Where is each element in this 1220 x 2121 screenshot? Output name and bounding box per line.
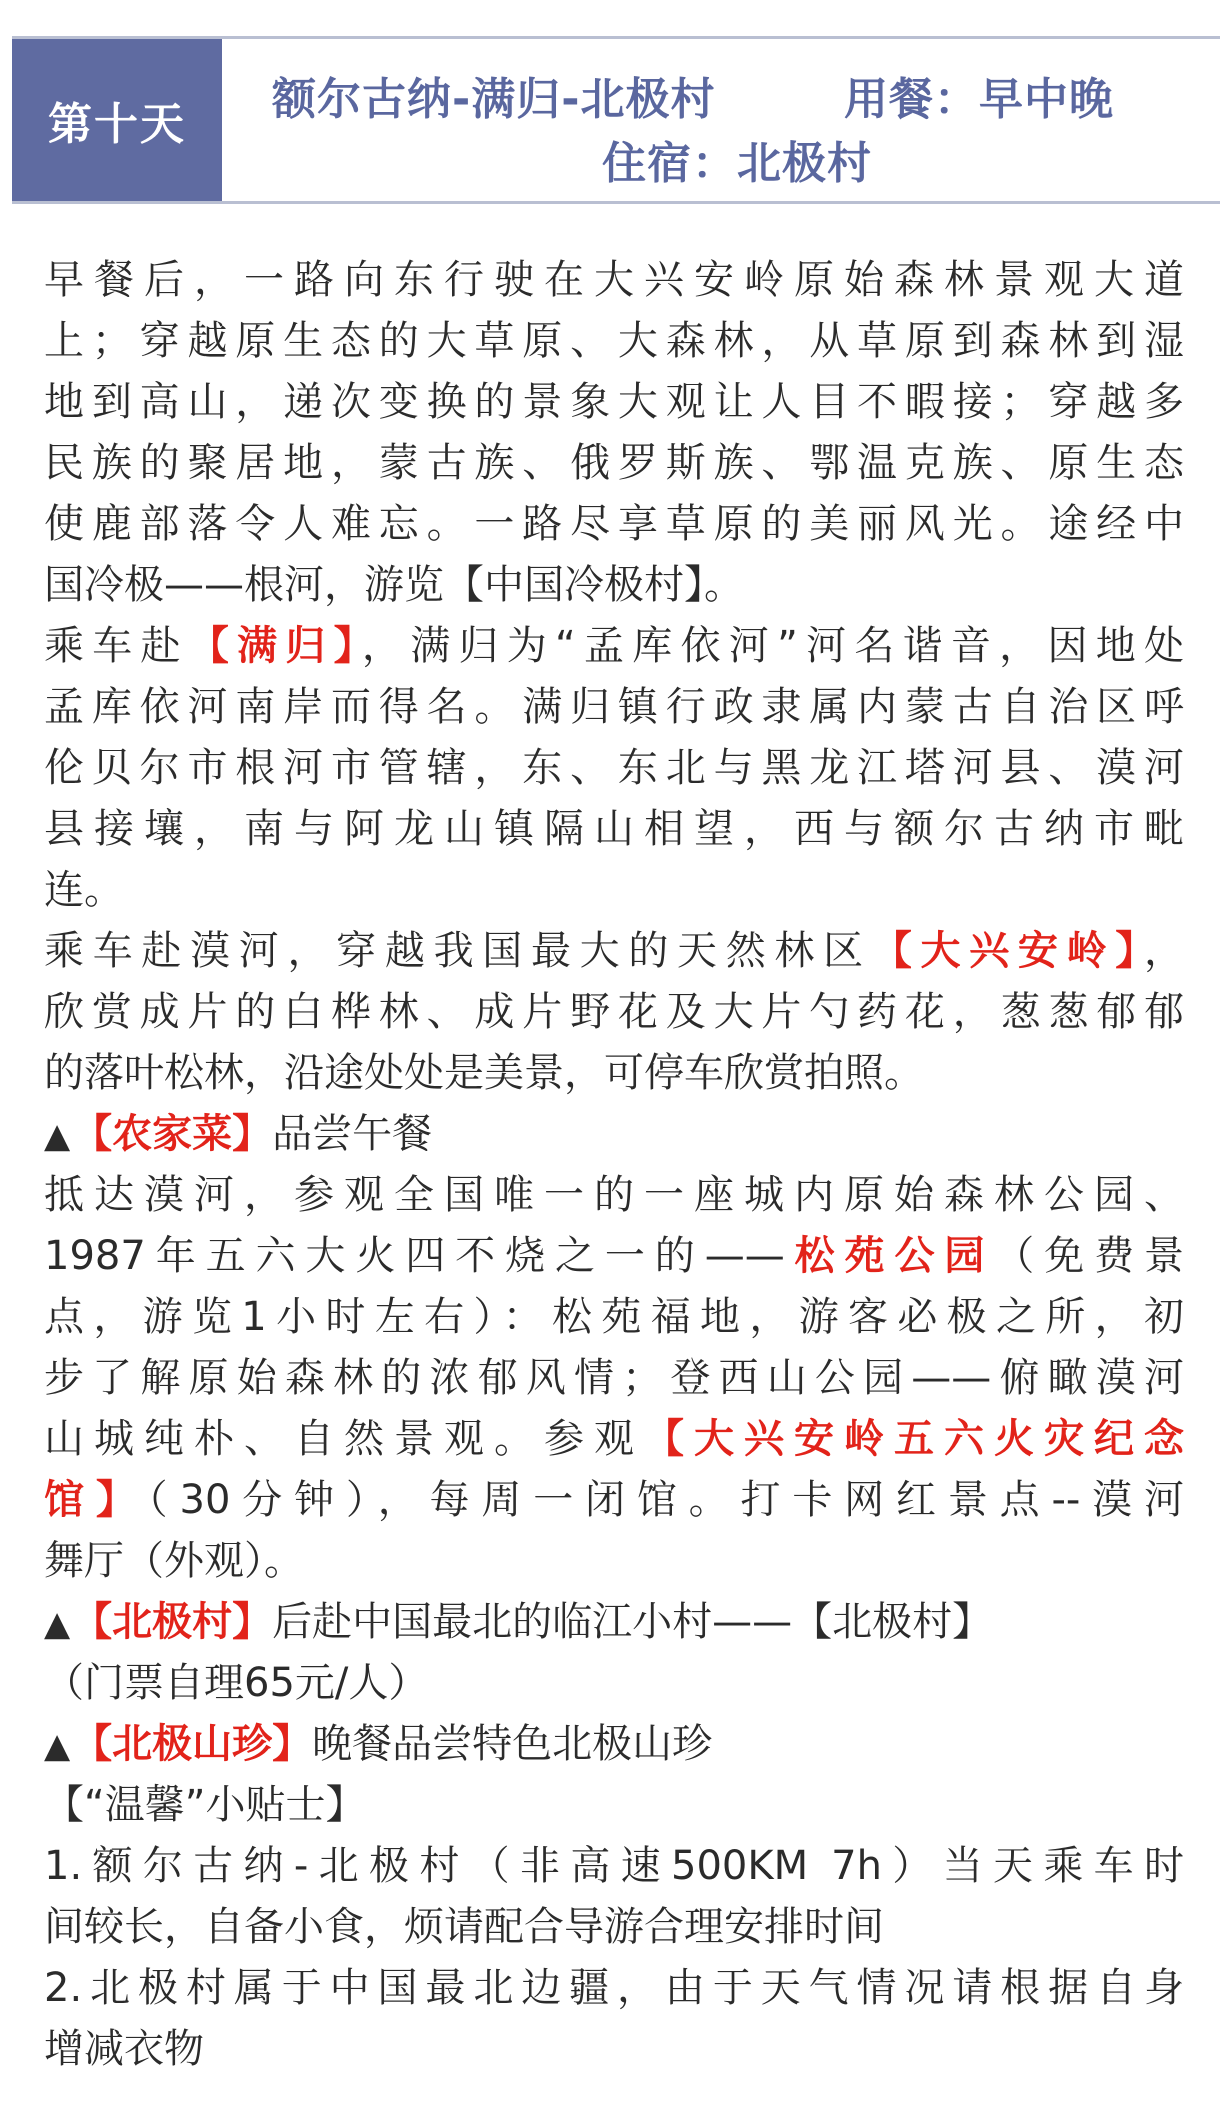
text-line: 点，游览1小时左右）：松苑福地，游客必极之所，初	[44, 1294, 1184, 1340]
triangle-bullet-icon: ▲	[44, 1604, 71, 1644]
tip-line: 增减衣物	[44, 2026, 204, 2072]
text-line: 地到高山，递次变换的景象大观让人目不暇接；穿越多	[44, 379, 1184, 425]
text-segment: 乘车赴漠河，穿越我国最大的天然林区	[44, 928, 872, 974]
tips-title: 【“温馨”小贴士】	[44, 1782, 366, 1828]
route-title: 额尔古纳-满归-北极村	[272, 74, 716, 125]
text-line	[44, 1104, 1184, 1165]
text-line: 抵达漠河，参观全国唯一的一座城内原始森林公园、	[44, 1172, 1184, 1218]
text-line: 的落叶松林，沿途处处是美景，可停车欣赏拍照。	[44, 1050, 924, 1096]
text-line: 民族的聚居地，蒙古族、俄罗斯族、鄂温克族、原生态	[44, 440, 1184, 486]
text-segment: 后赴中国最北的临江小村——【北极村】	[272, 1599, 993, 1645]
itinerary-body	[44, 250, 1184, 2080]
text-line	[44, 1592, 1184, 1653]
highlight-nongjiacai: 【农家菜】	[72, 1111, 273, 1157]
meal-info: 用餐：早中晚	[844, 74, 1114, 125]
highlight-daxinganling: 【大兴安岭】	[871, 928, 1145, 974]
text-line: 国冷极——根河，游览【中国冷极村】。	[44, 562, 744, 608]
highlight-memorial-hall: 【大兴安岭五六火灾纪念	[644, 1416, 1184, 1462]
text-line: 上；穿越原生态的大草原、大森林，从草原到森林到湿	[44, 318, 1184, 364]
triangle-bullet-icon: ▲	[44, 1726, 71, 1766]
text-line	[44, 1409, 1184, 1470]
text-line: 连。	[44, 867, 124, 913]
tip-line: 间较长，自备小食，烦请配合导游合理安排时间	[44, 1904, 884, 1950]
highlight-songyuan-park: 松苑公园	[784, 1233, 995, 1279]
text-line: 孟库依河南岸而得名。满归镇行政隶属内蒙古自治区呼	[44, 684, 1184, 730]
text-line: 伦贝尔市根河市管辖，东、东北与黑龙江塔河县、漠河	[44, 745, 1184, 791]
text-segment: ，	[1144, 928, 1185, 974]
tip-line: 1.额尔古纳-北极村（非高速500KM 7h）当天乘车时	[44, 1843, 1184, 1889]
text-segment: 晚餐品尝特色北极山珍	[312, 1721, 713, 1767]
text-line: 舞厅（外观）。	[44, 1538, 304, 1584]
day-label: 第十天	[12, 39, 222, 201]
day-header	[12, 36, 1220, 204]
triangle-bullet-icon: ▲	[44, 1116, 71, 1156]
text-line: 县接壤，南与阿龙山镇隔山相望，西与额尔古纳市毗	[44, 806, 1184, 852]
text-line	[44, 616, 1184, 677]
text-line	[44, 1714, 1184, 1775]
text-line	[44, 921, 1184, 982]
tip-line: 2.北极村属于中国最北边疆，由于天气情况请根据自身	[44, 1965, 1184, 2011]
text-line	[44, 1470, 1184, 1531]
text-line: （门票自理65元/人）	[44, 1660, 429, 1706]
highlight-memorial-hall-end: 馆】	[44, 1477, 148, 1523]
highlight-beiji-village: 【北极村】	[72, 1599, 273, 1645]
text-line: 早餐后，一路向东行驶在大兴安岭原始森林景观大道	[44, 257, 1184, 303]
stay-info: 住宿：北极村	[602, 138, 872, 189]
text-line: 步了解原始森林的浓郁风情；登西山公园——俯瞰漠河	[44, 1355, 1184, 1401]
text-segment: 品尝午餐	[272, 1111, 433, 1157]
day-info	[222, 39, 1220, 201]
text-segment: ，满归为“孟库依河”河名谐音，因地处	[361, 623, 1185, 669]
text-segment: 乘车赴	[44, 623, 189, 669]
text-segment: 1987年五六大火四不烧之一的——	[44, 1233, 785, 1279]
highlight-manggui: 【满归】	[188, 623, 362, 669]
text-line: 使鹿部落令人难忘。一路尽享草原的美丽风光。途经中	[44, 501, 1184, 547]
text-segment: 山城纯朴、自然景观。参观	[44, 1416, 644, 1462]
text-segment: （免费景	[994, 1233, 1185, 1279]
text-line	[44, 1226, 1184, 1287]
text-line: 欣赏成片的白桦林、成片野花及大片勺药花，葱葱郁郁	[44, 989, 1184, 1035]
text-segment: （30分钟），每周一闭馆。打卡网红景点--漠河	[147, 1477, 1185, 1523]
highlight-beiji-shanzhen: 【北极山珍】	[72, 1721, 313, 1767]
